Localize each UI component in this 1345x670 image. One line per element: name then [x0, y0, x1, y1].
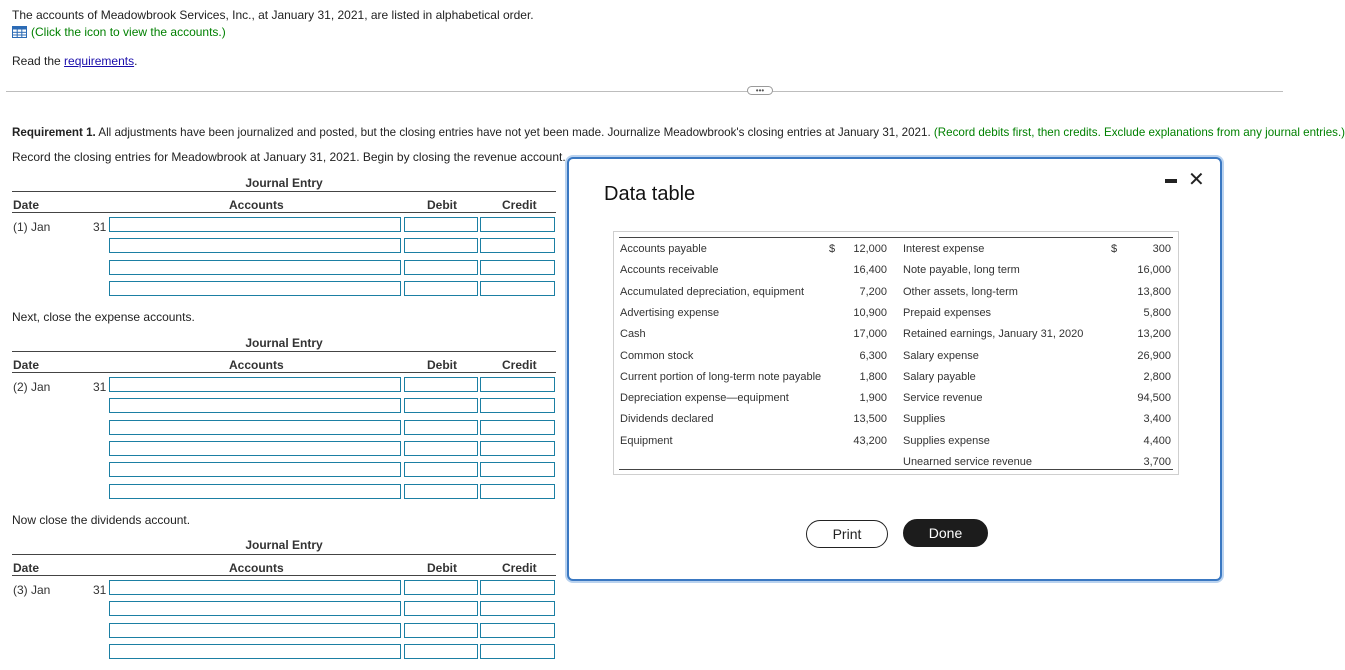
journal-top-rule-3 — [12, 554, 556, 555]
intro-text: The accounts of Meadowbrook Services, Inc., at January 31, 2021, are listed in alphabetical order. — [12, 8, 534, 22]
left-account-value: 7,200 — [859, 285, 887, 298]
right-account-value: 13,200 — [1137, 328, 1171, 341]
currency-left: $ — [829, 243, 836, 255]
entry-date-3: (3) Jan — [13, 583, 51, 597]
entry3-debit-input-2[interactable] — [404, 601, 478, 616]
journal-header-rule-2 — [12, 372, 556, 373]
journal-header-rule-1 — [12, 212, 556, 213]
right-account-value: 13,800 — [1137, 285, 1171, 298]
entry2-credit-input-5[interactable] — [480, 462, 555, 477]
left-account-value: 10,900 — [853, 306, 887, 319]
left-account-value: 1,900 — [859, 392, 887, 405]
entry3-account-input-3[interactable] — [109, 623, 401, 638]
col-debit-3: Debit — [427, 561, 457, 575]
right-account-name: Supplies — [903, 413, 946, 426]
col-credit-3: Credit — [502, 561, 537, 575]
right-account-value: 94,500 — [1137, 392, 1171, 405]
currency-right: $ — [1111, 243, 1118, 255]
entry1-account-input-1[interactable] — [109, 217, 401, 232]
requirement-body: All adjustments have been journalized and posted, but the closing entries have not yet been made. Journalize Meadowbrook's closing entries at January 31, 2021. — [95, 126, 931, 139]
entry3-credit-input-1[interactable] — [480, 580, 555, 595]
entry2-credit-input-6[interactable] — [480, 484, 555, 499]
journal-header-rule-3 — [12, 575, 556, 576]
journal-top-rule-2 — [12, 351, 556, 352]
data-table-modal — [567, 157, 1222, 581]
minimize-icon[interactable] — [1165, 179, 1177, 183]
entry3-debit-input-3[interactable] — [404, 623, 478, 638]
col-credit-1: Credit — [502, 198, 537, 212]
col-date-1: Date — [13, 198, 40, 212]
section-divider — [6, 91, 1283, 92]
right-account-name: Salary payable — [903, 370, 976, 383]
entry2-credit-input-1[interactable] — [480, 377, 555, 392]
entry2-account-input-4[interactable] — [109, 441, 401, 456]
right-account-value: 3,400 — [1143, 413, 1171, 426]
read-suffix: . — [134, 54, 138, 68]
entry1-credit-input-3[interactable] — [480, 260, 555, 275]
requirement-text — [12, 126, 1345, 139]
col-credit-2: Credit — [502, 358, 537, 372]
left-account-name: Dividends declared — [620, 413, 714, 426]
right-account-name: Interest expense — [903, 243, 985, 255]
right-account-value: 4,400 — [1143, 434, 1171, 447]
left-account-name: Accumulated depreciation, equipment — [620, 285, 805, 298]
entry1-credit-input-1[interactable] — [480, 217, 555, 232]
modal-title: Data table — [604, 183, 696, 205]
entry3-credit-input-2[interactable] — [480, 601, 555, 616]
journal-entry-title-2: Journal Entry — [245, 336, 323, 350]
close-icon[interactable]: ✕ — [1188, 169, 1205, 191]
right-account-value: 300 — [1152, 243, 1171, 255]
entry3-account-input-2[interactable] — [109, 601, 401, 616]
entry3-credit-input-4[interactable] — [480, 644, 555, 659]
entry2-debit-input-6[interactable] — [404, 484, 478, 499]
right-account-name: Note payable, long term — [903, 264, 1020, 277]
close-dividends-text: Now close the dividends account. — [12, 513, 191, 527]
journal-top-rule-1 — [12, 191, 556, 192]
left-account-value: 6,300 — [859, 349, 887, 362]
close-expense-text: Next, close the expense accounts. — [12, 310, 195, 324]
left-account-value: 16,400 — [853, 264, 887, 277]
expand-dots-button[interactable]: ••• — [747, 86, 773, 95]
left-account-name: Depreciation expense—equipment — [620, 392, 789, 405]
entry2-debit-input-2[interactable] — [404, 398, 478, 413]
entry2-debit-input-5[interactable] — [404, 462, 478, 477]
entry2-debit-input-4[interactable] — [404, 441, 478, 456]
entry3-account-input-4[interactable] — [109, 644, 401, 659]
entry3-credit-input-3[interactable] — [480, 623, 555, 638]
entry3-debit-input-4[interactable] — [404, 644, 478, 659]
table-grid-icon[interactable] — [12, 26, 27, 38]
entry2-credit-input-4[interactable] — [480, 441, 555, 456]
right-account-name: Other assets, long-term — [903, 285, 1018, 298]
entry2-account-input-5[interactable] — [109, 462, 401, 477]
right-account-name: Unearned service revenue — [903, 456, 1033, 468]
journal-entry-title-3: Journal Entry — [245, 538, 323, 552]
right-account-name: Salary expense — [903, 349, 979, 362]
right-account-name: Retained earnings, January 31, 2020 — [903, 328, 1084, 341]
entry2-account-input-2[interactable] — [109, 398, 401, 413]
entry1-account-input-3[interactable] — [109, 260, 401, 275]
entry2-debit-input-3[interactable] — [404, 420, 478, 435]
col-debit-1: Debit — [427, 198, 457, 212]
requirement-hint: (Record debits first, then credits. Exclude explanations from any journal entries.) — [930, 126, 1345, 139]
left-account-name: Cash — [620, 328, 646, 341]
left-account-name: Common stock — [620, 349, 694, 362]
entry1-debit-input-3[interactable] — [404, 260, 478, 275]
right-account-value: 3,700 — [1143, 456, 1171, 468]
entry1-debit-input-1[interactable] — [404, 217, 478, 232]
instruction-text: Record the closing entries for Meadowbrook at January 31, 2021. Begin by closing the revenue account. — [12, 150, 566, 164]
view-accounts-text[interactable]: (Click the icon to view the accounts.) — [31, 25, 226, 39]
entry1-credit-input-2[interactable] — [480, 238, 555, 253]
entry-date-1: (1) Jan — [13, 220, 51, 234]
col-date-2: Date — [13, 358, 40, 372]
col-accounts-1: Accounts — [229, 198, 284, 212]
left-account-name: Accounts payable — [620, 243, 707, 255]
entry2-account-input-1[interactable] — [109, 377, 401, 392]
done-button[interactable]: Done — [903, 519, 988, 547]
right-account-value: 2,800 — [1143, 370, 1171, 383]
left-account-name: Current portion of long-term note payable — [620, 370, 822, 383]
entry-day-3: 31 — [93, 583, 107, 597]
journal-entry-title-1: Journal Entry — [245, 176, 323, 190]
entry2-account-input-6[interactable] — [109, 484, 401, 499]
left-account-value: 1,800 — [859, 370, 887, 383]
entry-date-2: (2) Jan — [13, 380, 51, 394]
right-account-name: Supplies expense — [903, 434, 990, 447]
data-table-top-rule — [619, 237, 1173, 238]
accounts-data-table — [613, 231, 1179, 475]
entry1-debit-input-4[interactable] — [404, 281, 478, 296]
data-table-bottom-rule — [619, 469, 1173, 470]
right-account-name: Prepaid expenses — [903, 306, 992, 319]
right-account-name: Service revenue — [903, 392, 983, 405]
entry-day-2: 31 — [93, 380, 107, 394]
left-account-name: Accounts receivable — [620, 264, 719, 277]
right-account-value: 5,800 — [1143, 306, 1171, 319]
col-accounts-3: Accounts — [229, 561, 284, 575]
left-account-name: Advertising expense — [620, 306, 720, 319]
entry3-account-input-1[interactable] — [109, 580, 401, 595]
right-account-value: 16,000 — [1137, 264, 1171, 277]
left-account-value: 13,500 — [853, 413, 887, 426]
left-account-value: 43,200 — [853, 434, 887, 447]
left-account-name: Equipment — [620, 434, 673, 447]
entry1-credit-input-4[interactable] — [480, 281, 555, 296]
read-prefix: Read the — [12, 54, 65, 68]
col-debit-2: Debit — [427, 358, 457, 372]
entry2-account-input-3[interactable] — [109, 420, 401, 435]
view-accounts-link[interactable] — [12, 25, 226, 39]
entry3-debit-input-1[interactable] — [404, 580, 478, 595]
col-date-3: Date — [13, 561, 40, 575]
requirement-label: Requirement 1. — [12, 126, 96, 139]
left-account-value: 12,000 — [853, 243, 887, 255]
requirements-link[interactable]: requirements — [64, 54, 135, 68]
entry1-debit-input-2[interactable] — [404, 238, 478, 253]
right-account-value: 26,900 — [1137, 349, 1171, 362]
entry-day-1: 31 — [93, 220, 107, 234]
entry1-account-input-4[interactable] — [109, 281, 401, 296]
col-accounts-2: Accounts — [229, 358, 284, 372]
read-requirements — [12, 54, 137, 68]
entry2-credit-input-2[interactable] — [480, 398, 555, 413]
entry1-account-input-2[interactable] — [109, 238, 401, 253]
left-account-value: 17,000 — [853, 328, 887, 341]
entry2-credit-input-3[interactable] — [480, 420, 555, 435]
print-button[interactable]: Print — [806, 520, 888, 548]
entry2-debit-input-1[interactable] — [404, 377, 478, 392]
